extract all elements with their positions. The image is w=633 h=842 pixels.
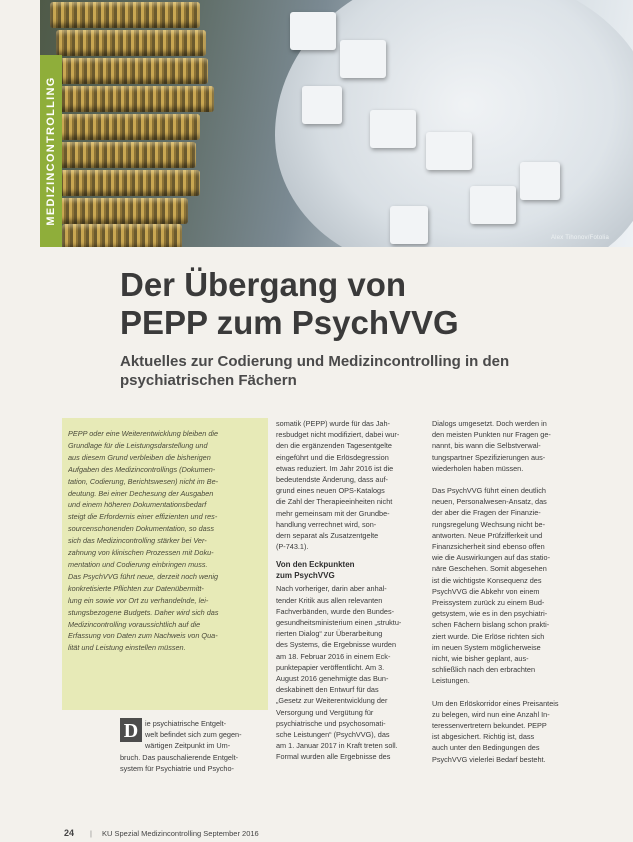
teaser-line: PEPP oder eine Weiterentwicklung bleiben die <box>68 429 219 438</box>
body-line: der aber die Fragen der Finanzie- <box>432 508 541 518</box>
body-column-2 <box>276 418 424 763</box>
body-column-3 <box>432 418 582 765</box>
coin-stack-graphic <box>50 0 220 247</box>
body-line: (P-743.1). <box>276 542 309 552</box>
body-line: etwas reduziert. Im Jahr 2016 ist die <box>276 463 394 473</box>
teaser-line: Grundlage für die Leistungsdarstellung und <box>68 440 208 450</box>
body-line: des Systems, die Ergebnisse wurden <box>276 640 397 650</box>
body-line: handlung verrechnet wird, son- <box>276 519 377 529</box>
section-subheading <box>276 560 424 581</box>
teaser-line: Das PsychVVG führt neue, derzeit noch wenig <box>68 571 219 581</box>
puzzle-piece <box>426 132 472 170</box>
puzzle-piece <box>390 206 428 244</box>
body-line: welt befindet sich zum gegen- <box>145 730 242 740</box>
intro-paragraph <box>120 718 268 774</box>
puzzle-piece <box>370 110 416 148</box>
body-line: gesundheitsministerium einen „struktu- <box>276 618 402 628</box>
subheading-line: Von den Eckpunkten <box>276 560 355 570</box>
body-line: rungsregelung Wechsung nicht be- <box>432 519 546 529</box>
body-line: nicht, wie bisher geplant, aus- <box>432 654 529 664</box>
photo-credit: Alex Tihonov/Fotolia <box>550 235 609 241</box>
title-line: Der Übergang von <box>120 266 407 303</box>
teaser-line: Erfassung von Daten zum Nachweis von Qua- <box>68 631 218 641</box>
body-line: Versorgung und Vergütung für <box>276 707 374 717</box>
body-line: antworten. Neue Prüfzifferkeit und <box>432 530 543 540</box>
body-line: sche Leistungen“ (PsychVVG), das <box>276 730 390 740</box>
body-line: bedeutendste Änderung, dass auf- <box>276 475 388 485</box>
body-line: somatik (PEPP) wurde für das Jah- <box>276 419 390 428</box>
article-title <box>120 266 590 342</box>
body-line: tungspartner Spezifizierungen aus- <box>432 452 546 462</box>
body-line: mehr gemeinsam mit der Grundbe- <box>276 508 390 518</box>
body-line: Nach vorheriger, darin aber anhal- <box>276 584 387 594</box>
body-line: deskabinett den Entwurf für das <box>276 685 379 695</box>
body-line: dern separat als Zusatzentgelte <box>276 531 379 541</box>
body-line: ie psychiatrische Entgelt- <box>145 719 227 728</box>
teaser-box <box>62 418 268 710</box>
body-line: system für Psychiatrie und Psycho- <box>120 763 234 773</box>
body-line: schen Fächern bislang schon prakti- <box>432 620 550 630</box>
body-line: bruch. Das pauschalierende Entgelt- <box>120 752 239 762</box>
teaser-line: Medizincontrolling voraussichtlich auf die <box>68 619 201 629</box>
teaser-line: stungsbezogene Budgets. Daher wird sich das <box>68 607 219 617</box>
body-line: die Zahl der Therapieeinheiten nicht <box>276 497 393 507</box>
puzzle-piece <box>290 12 336 50</box>
puzzle-piece <box>470 186 516 224</box>
body-line: „Gesetz zur Weiterentwicklung der <box>276 696 388 706</box>
teaser-line: lung ein sowie vor Ort zu verhandelnde, lei- <box>68 595 209 605</box>
footer-separator: | <box>90 829 92 838</box>
body-line: punktepapier veröffentlicht. Am 3. <box>276 662 385 672</box>
body-line: wärtigen Zeitpunkt im Um- <box>145 741 231 751</box>
body-line: teressenvertretern bekundet. PEPP <box>432 721 547 731</box>
subtitle-line: Aktuelles zur Codierung und Medizincontrolling in den <box>120 353 510 370</box>
body-line: im neuen System möglicherweise <box>432 642 541 652</box>
body-line: psychiatrische und psychosomati- <box>276 718 386 728</box>
body-line: wiederholen haben müssen. <box>432 463 524 473</box>
body-line: Um den Erlöskorridor eines Preisanteis <box>432 698 559 708</box>
body-line: rierten Dialog“ zur Überarbeitung <box>276 629 383 639</box>
body-line: zu belegen, wird nun eine Anzahl In- <box>432 709 550 719</box>
hero-image <box>40 0 633 247</box>
teaser-line: Aufgaben des Medizincontrollings (Dokumen- <box>68 464 216 474</box>
teaser-line: zahnung von klinischen Prozessen mit Doku- <box>68 548 214 558</box>
body-line: tender Kritik aus allen relevanten <box>276 595 383 605</box>
teaser-line: aus diesem Grund verbleiben die bisherigen <box>68 452 211 462</box>
body-line: ziert wurde. Die Erlöse richten sich <box>432 631 545 641</box>
body-line: ist abgesichert. Richtig ist, dass <box>432 732 535 742</box>
puzzle-piece <box>302 86 342 124</box>
subtitle-line: psychiatrischen Fächern <box>120 372 297 389</box>
body-line: Dialogs umgesetzt. Doch werden in <box>432 419 547 428</box>
teaser-line: konkretisierte Pflichten zur Datenübermitt- <box>68 583 204 593</box>
teaser-line: steigt die Erfordernis einer effizienten und res- <box>68 512 218 522</box>
page-number: 24 <box>64 828 75 838</box>
body-line: getsystem, wie es in den psychiatri- <box>432 609 548 619</box>
body-line: Das PsychVVG führt einen deutlich <box>432 486 546 496</box>
body-line: eingeführt und die Erlösdegression <box>276 452 389 462</box>
body-line: näre Geschehen. Somit abgesehen <box>432 564 547 574</box>
body-line: wie die Auswirkungen auf das statio- <box>432 553 551 563</box>
teaser-line: sourcenschonenden Dokumentation, so dass <box>68 524 215 534</box>
body-line: Formal wurden alle Ergebnisse des <box>276 752 391 762</box>
body-line: am 1. Januar 2017 in Kraft treten soll. <box>276 741 398 751</box>
puzzle-piece <box>520 162 560 200</box>
section-label: MEDIZINCONTROLLING <box>45 76 57 226</box>
body-line: PsychVVG vielerlei Bedarf besteht. <box>432 754 546 764</box>
body-line: PsychVVG die Abkehr von einem <box>432 586 540 596</box>
article-subtitle <box>120 352 600 390</box>
body-line: Finanzsicherheit sind ebenso offen <box>432 542 545 552</box>
teaser-line: mentation und Codierung einbringen muss. <box>68 559 208 569</box>
subheading-line: zum PsychVVG <box>276 570 335 580</box>
body-line: auch unter den Bedingungen des <box>432 743 540 753</box>
body-line: den meisten Punkten nur Fragen ge- <box>432 430 551 440</box>
body-line: resbudget nicht modifiziert, dabei wur- <box>276 430 400 440</box>
teaser-line: und einem höheren Dokumentationsbedarf <box>68 500 207 510</box>
drop-cap: D <box>120 718 142 742</box>
body-line: nannt, bis wann die Selbstverwal- <box>432 441 541 451</box>
publication-name: KU Spezial Medizincontrolling September 2016 <box>101 829 259 838</box>
title-line: PEPP zum PsychVVG <box>120 304 459 341</box>
body-line: ist die wichtigste Konsequenz des <box>432 575 542 585</box>
teaser-line: tation, Codierung, Berichtswesen) nicht im Be- <box>68 476 219 486</box>
teaser-line: sich das Medizincontrolling stärker bei Ver- <box>68 536 207 546</box>
body-line: neuen, Personalwesen-Ansatz, das <box>432 497 547 507</box>
teaser-line: lität und Leistung einstellen müssen. <box>68 643 186 653</box>
page-footer <box>64 828 259 838</box>
body-line: am 18. Februar 2016 in einem Eck- <box>276 651 391 661</box>
body-line: August 2016 genehmigte das Bun- <box>276 674 389 684</box>
puzzle-piece <box>340 40 386 78</box>
body-line: grund eines neuen OPS-Katalogs <box>276 486 385 496</box>
body-line: Leistungen. <box>432 676 470 686</box>
body-line: Preissystem zurück zu einem Bud- <box>432 598 545 608</box>
body-line: den die ergänzenden Tagesentgelte <box>276 441 392 451</box>
body-line: Fachverbänden, wurde den Bundes- <box>276 606 395 616</box>
body-line: schließlich nach den erbrachten <box>432 665 536 675</box>
teaser-line: deutung. Bei einer Dechesung der Ausgaben <box>68 488 214 498</box>
